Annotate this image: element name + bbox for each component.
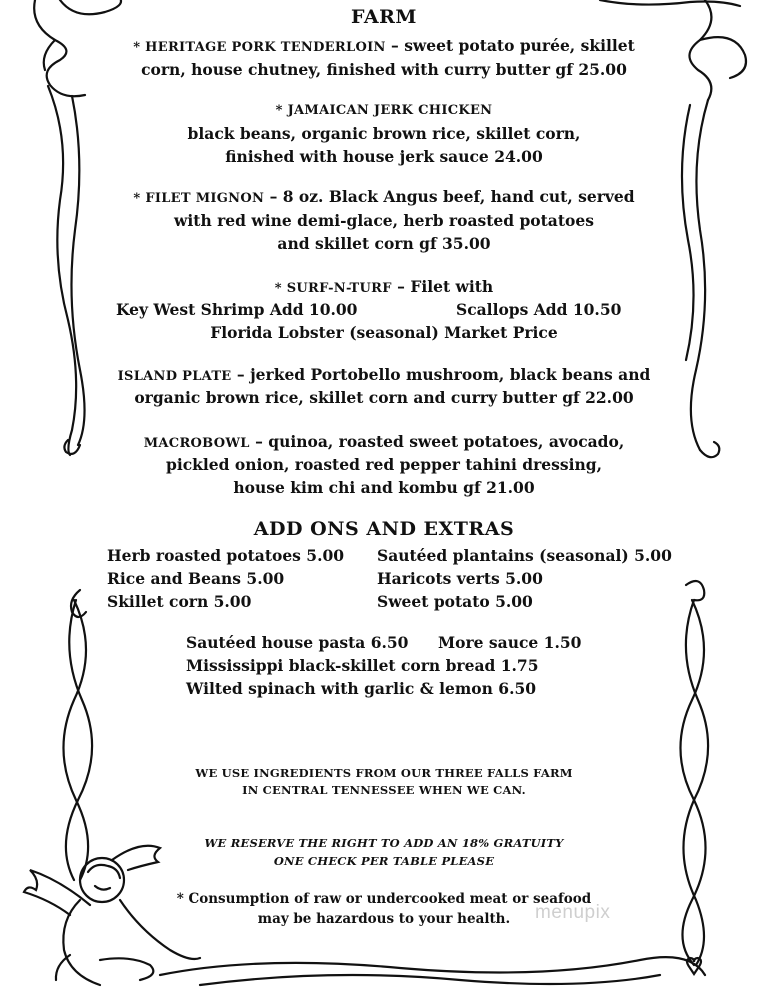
addon-plantains: Sautéed plantains (seasonal) 5.00 <box>377 546 672 565</box>
addon-rice-beans: Rice and Beans 5.00 <box>107 569 285 588</box>
gratuity-note-line2: ONE CHECK PER TABLE PLEASE <box>273 854 495 868</box>
menu-item-filet-name: * FILET MIGNON <box>133 191 265 206</box>
farm-source-note-line2: IN CENTRAL TENNESSEE WHEN WE CAN. <box>242 783 526 797</box>
surf-turf-option-shrimp: Key West Shrimp Add 10.00 <box>116 300 358 319</box>
farm-heading: FARM <box>351 6 417 28</box>
gratuity-note-line1: WE RESERVE THE RIGHT TO ADD AN 18% GRATUITY <box>204 836 564 850</box>
food-safety-note-line2: may be hazardous to your health. <box>257 911 511 927</box>
menu-item-jerk-chicken-line2: black beans, organic brown rice, skillet corn, <box>187 124 581 143</box>
addon-wilted-spinach: Wilted spinach with garlic & lemon 6.50 <box>186 679 537 698</box>
menu-item-pork-name: * HERITAGE PORK TENDERLOIN <box>133 40 386 55</box>
menu-item-macrobowl-line3: house kim chi and kombu gf 21.00 <box>233 478 535 497</box>
menu-item-macrobowl-desc: – quinoa, roasted sweet potatoes, avocado, <box>255 432 625 451</box>
menu-item-macrobowl-line2: pickled onion, roasted red pepper tahini dressing, <box>166 455 602 474</box>
menu-item-island-plate-desc: – jerked Portobello mushroom, black beans and <box>236 365 651 384</box>
menu-item-macrobowl-name: MACROBOWL <box>143 436 250 451</box>
menu-item-surf-turf-line1 <box>0 276 768 300</box>
menu-item-pork-line1 <box>0 35 768 59</box>
addon-house-pasta: Sautéed house pasta 6.50 <box>186 633 409 652</box>
menu-item-island-plate-name: ISLAND PLATE <box>117 369 232 384</box>
addon-haricots-verts: Haricots verts 5.00 <box>377 569 543 588</box>
addon-corn-bread: Mississippi black-skillet corn bread 1.75 <box>186 656 539 675</box>
heart-ornament <box>687 958 701 974</box>
addons-heading: ADD ONS AND EXTRAS <box>253 518 515 540</box>
menupix-watermark: menupix <box>535 902 611 923</box>
bottom-ribbon-ornament <box>160 957 705 985</box>
menu-item-jerk-chicken-name: * JAMAICAN JERK CHICKEN <box>275 103 493 118</box>
surf-turf-option-lobster: Florida Lobster (seasonal) Market Price <box>210 323 558 342</box>
menu-item-island-plate-line2: organic brown rice, skillet corn and curry butter gf 22.00 <box>134 388 634 407</box>
menu-item-filet-line1 <box>0 186 768 210</box>
menu-item-jerk-chicken-line3: finished with house jerk sauce 24.00 <box>225 147 543 166</box>
addon-herb-potatoes: Herb roasted potatoes 5.00 <box>107 546 345 565</box>
addon-sweet-potato: Sweet potato 5.00 <box>377 592 533 611</box>
menu-item-pork-desc: – sweet potato purée, skillet <box>391 36 635 55</box>
menu-item-filet-line2: with red wine demi-glace, herb roasted potatoes <box>174 211 594 230</box>
surf-turf-option-scallops: Scallops Add 10.50 <box>456 300 622 319</box>
menu-item-island-plate-line1 <box>0 364 768 388</box>
addon-more-sauce: More sauce 1.50 <box>438 633 582 652</box>
menu-item-macrobowl-line1 <box>0 431 768 455</box>
menu-item-surf-turf-name: * SURF-N-TURF <box>274 281 392 296</box>
food-safety-note-line1: * Consumption of raw or undercooked meat or seafood <box>176 891 592 907</box>
menu-item-surf-turf-desc: – Filet with <box>397 277 494 296</box>
farm-source-note-line1: WE USE INGREDIENTS FROM OUR THREE FALLS FARM <box>195 766 573 780</box>
menu-item-pork-line2: corn, house chutney, finished with curry butter gf 25.00 <box>141 60 627 79</box>
menu-item-filet-line3: and skillet corn gf 35.00 <box>277 234 491 253</box>
menu-item-filet-desc: – 8 oz. Black Angus beef, hand cut, served <box>269 187 635 206</box>
addon-skillet-corn: Skillet corn 5.00 <box>107 592 252 611</box>
